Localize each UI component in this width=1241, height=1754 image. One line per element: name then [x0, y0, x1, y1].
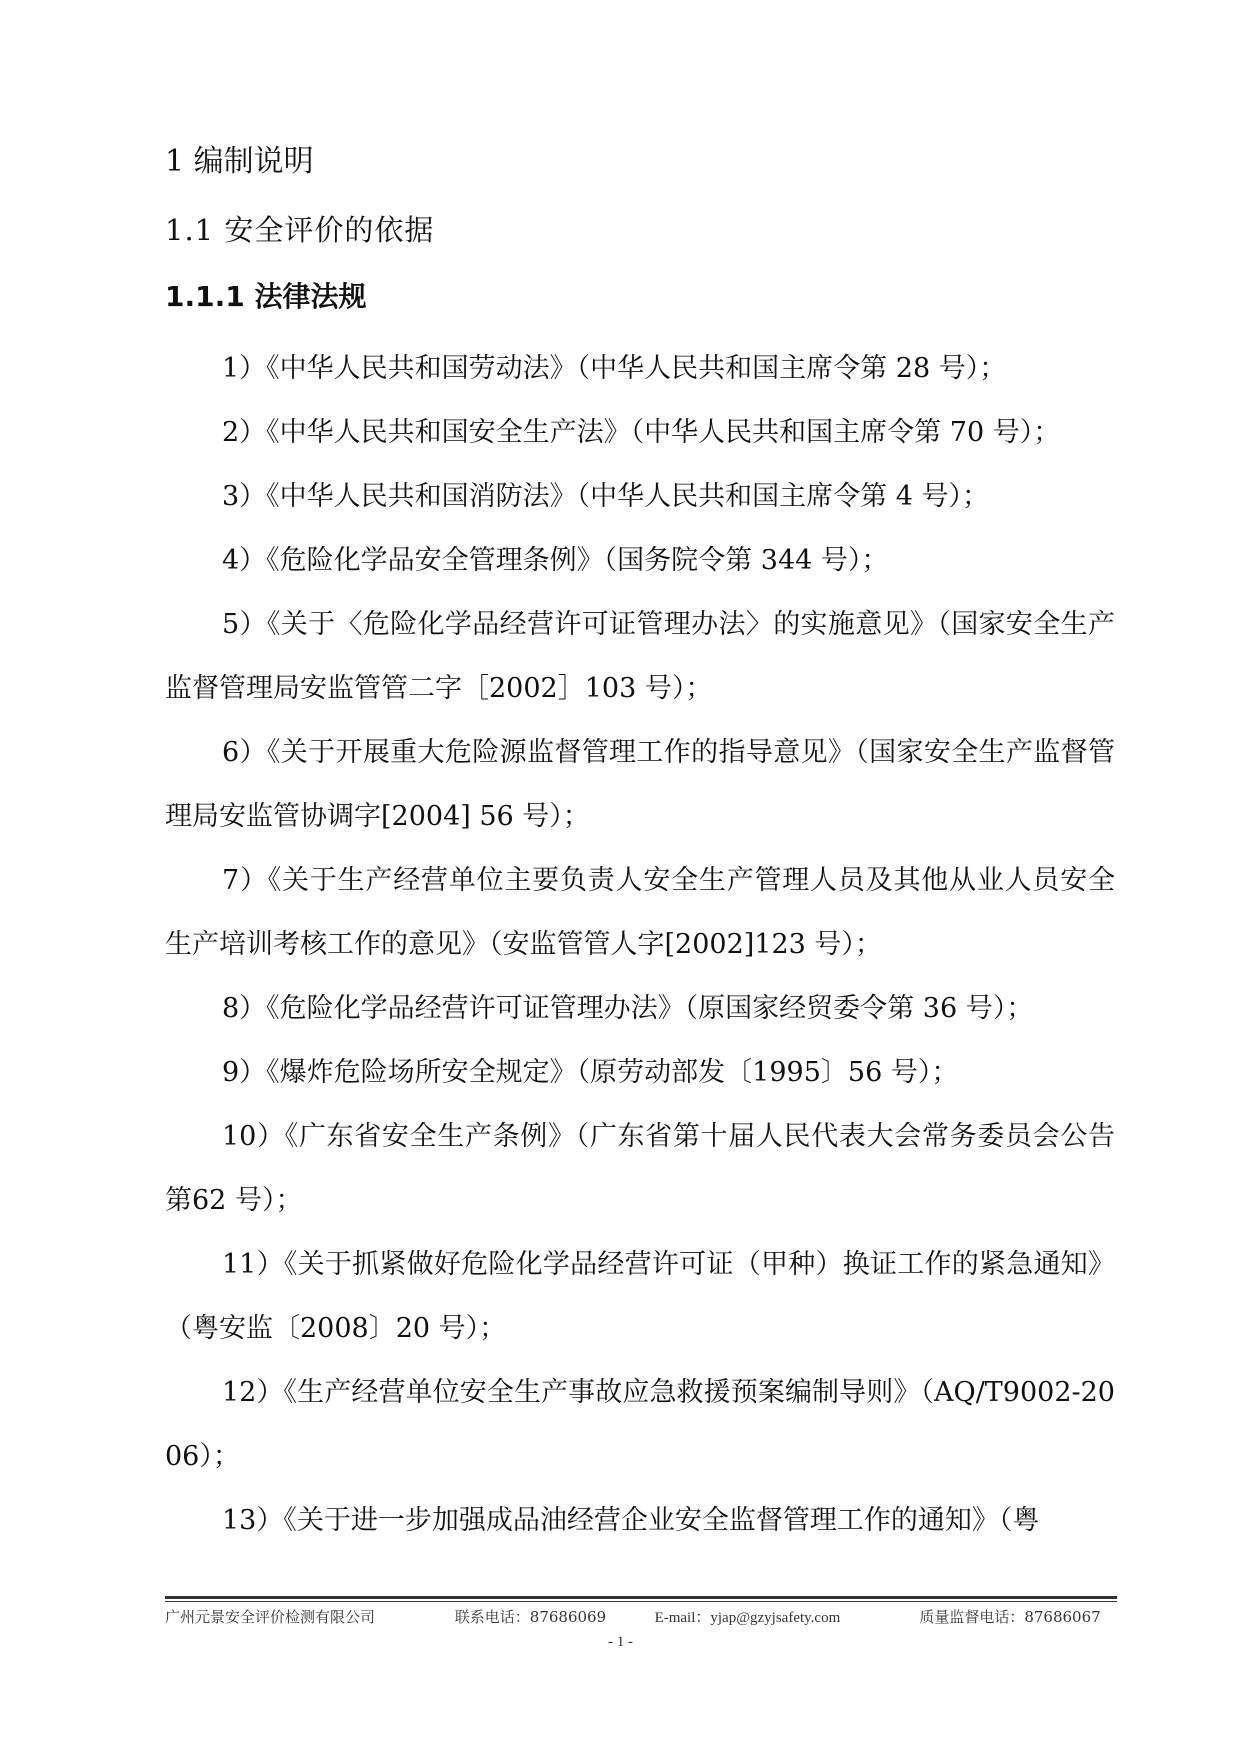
section-heading-1-1: 1.1 安全评价的依据 — [165, 213, 435, 247]
footer-quality-phone: 质量监督电话：87686067 — [919, 1608, 1101, 1626]
footer-phone: 联系电话：87686069 — [454, 1608, 607, 1626]
footer-company: 广州元景安全评价检测有限公司 — [165, 1608, 376, 1626]
list-item: 9）《爆炸危险场所安全规定》（原劳动部发〔1995〕56 号）； — [222, 1057, 959, 1088]
list-item: 7）《关于生产经营单位主要负责人安全生产管理人员及其他从业人员安全生产培训考核工作的意见》（安监管管人字[2002]123 号）； — [165, 865, 1115, 960]
page-footer — [165, 1606, 1117, 1629]
list-item: 11）《关于抓紧做好危险化学品经营许可证（甲种）换证工作的紧急通知》（粤安监〔2008〕20 号）； — [165, 1249, 1115, 1344]
section-heading-1: 1 编制说明 — [165, 144, 314, 179]
list-item: 13）《关于进一步加强成品油经营企业安全监督管理工作的通知》（粤 — [222, 1505, 1040, 1536]
list-item: 8）《危险化学品经营许可证管理办法》（原国家经贸委令第 36 号）； — [222, 993, 1034, 1024]
list-item: 10）《广东省安全生产条例》（广东省第十届人民代表大会常务委员会公告第62 号）； — [165, 1121, 1115, 1216]
list-item: 6）《关于开展重大危险源监督管理工作的指导意见》（国家安全生产监督管理局安监管协调字[2004] 56 号）； — [165, 737, 1115, 832]
section-heading-1-1-1: 1.1.1 法律法规 — [165, 280, 367, 313]
list-item: 4）《危险化学品安全管理条例》（国务院令第 344 号）； — [222, 545, 889, 576]
list-item: 1）《中华人民共和国劳动法》（中华人民共和国主席令第 28 号）； — [222, 353, 1007, 384]
list-item: 2）《中华人民共和国安全生产法》（中华人民共和国主席令第 70 号）； — [222, 417, 1061, 448]
page-content — [165, 142, 1115, 1553]
list-item: 5）《关于〈危险化学品经营许可证管理办法〉的实施意见》（国家安全生产监督管理局安监管管二字［2002］103 号）； — [165, 609, 1115, 704]
page-number: - 1 - — [608, 1634, 633, 1650]
footer-divider-thin — [165, 1601, 1117, 1602]
list-item: 12）《生产经营单位安全生产事故应急救援预案编制导则》（AQ/T9002-2006）； — [165, 1377, 1115, 1472]
footer-email: E-mail：yjap@gzyjsafety.com — [654, 1610, 841, 1626]
footer-divider-thick — [165, 1596, 1117, 1599]
list-item: 3）《中华人民共和国消防法》（中华人民共和国主席令第 4 号）； — [222, 481, 990, 512]
